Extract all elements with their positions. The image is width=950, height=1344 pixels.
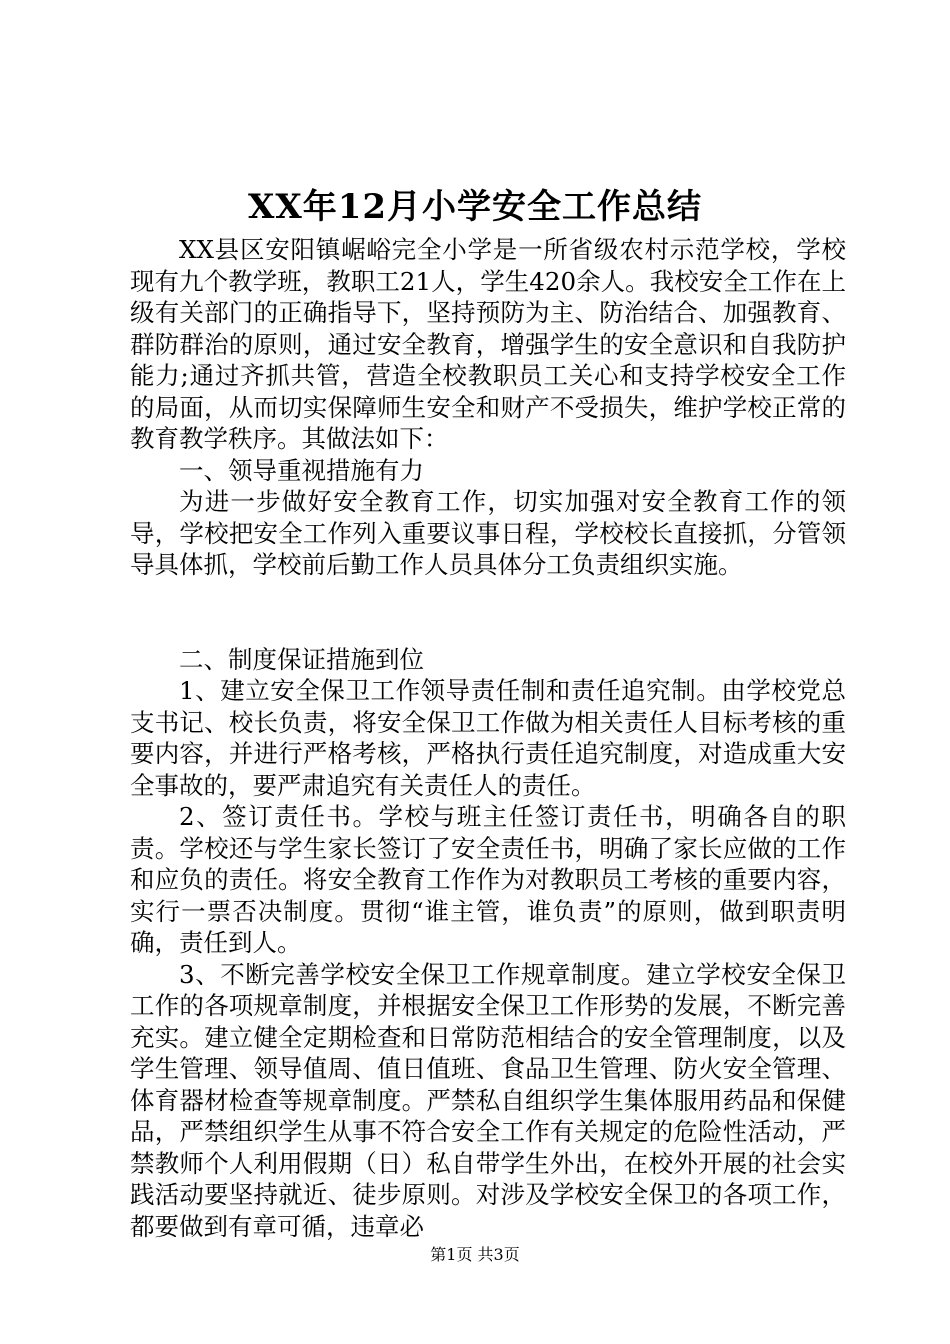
section-heading-leadership: 一、领导重视措施有力 bbox=[179, 455, 424, 485]
document-title: XX年12月小学安全工作总结 bbox=[247, 187, 703, 227]
document-body bbox=[130, 234, 846, 1242]
intro-paragraph: XX县区安阳镇崌峪完全小学是一所省级农村示范学校，学校现有九个教学班，教职工21人，学生420余人。我校安全工作在上级有关部门的正确指导下，坚持预防为主、防治结合、加强教育、群防群治的原则，通过安全教育，增强学生的安全意识和自我防护能力;通过齐抓共管，营造全校教职员工关心和支持学校安全工作的局面，从而切实保障师生安全和财产不受损失，维护学校正常的教育教学秩序。其做法如下： bbox=[130, 235, 846, 453]
section-paragraph-leadership: 为进一步做好安全教育工作，切实加强对安全教育工作的领导，学校把安全工作列入重要议事日程，学校校长直接抓，分管领导具体抓，学校前后勤工作人员具体分工负责组织实施。 bbox=[130, 487, 846, 579]
page-number: 第1页 共3页 bbox=[430, 1245, 520, 1264]
paragraph-spacer bbox=[130, 581, 846, 644]
section-heading-system: 二、制度保证措施到位 bbox=[179, 644, 424, 674]
list-item-regulations: 3、不断完善学校安全保卫工作规章制度。建立学校安全保卫工作的各项规章制度，并根据安全保卫工作形势的发展，不断完善充实。建立健全定期检查和日常防范相结合的安全管理制度，以及学生管理、领导值周、值日值班、食品卫生管理、防火安全管理、体育器材检查等规章制度。严禁私自组织学生集体服用药品和保健品，严禁组织学生从事不符合安全工作有关规定的危险性活动，严禁教师个人利用假期（日）私自带学生外出，在校外开展的社会实践活动要坚持就近、徒步原则。对涉及学校安全保卫的各项工作，都要做到有章可循，违章必 bbox=[130, 959, 846, 1241]
list-item-responsibility-system: 1、建立安全保卫工作领导责任制和责任追究制。由学校党总支书记、校长负责，将安全保卫工作做为相关责任人目标考核的重要内容，并进行严格考核，严格执行责任追究制度，对造成重大安全事故的，要严肃追究有关责任人的责任。 bbox=[130, 676, 846, 800]
list-item-responsibility-letter: 2、签订责任书。学校与班主任签订责任书，明确各自的职责。学校还与学生家长签订了安全责任书，明确了家长应做的工作和应负的责任。将安全教育工作作为对教职员工考核的重要内容，实行一票否决制度。贯彻“谁主管，谁负责”的原则，做到职责明确，责任到人。 bbox=[130, 802, 846, 957]
